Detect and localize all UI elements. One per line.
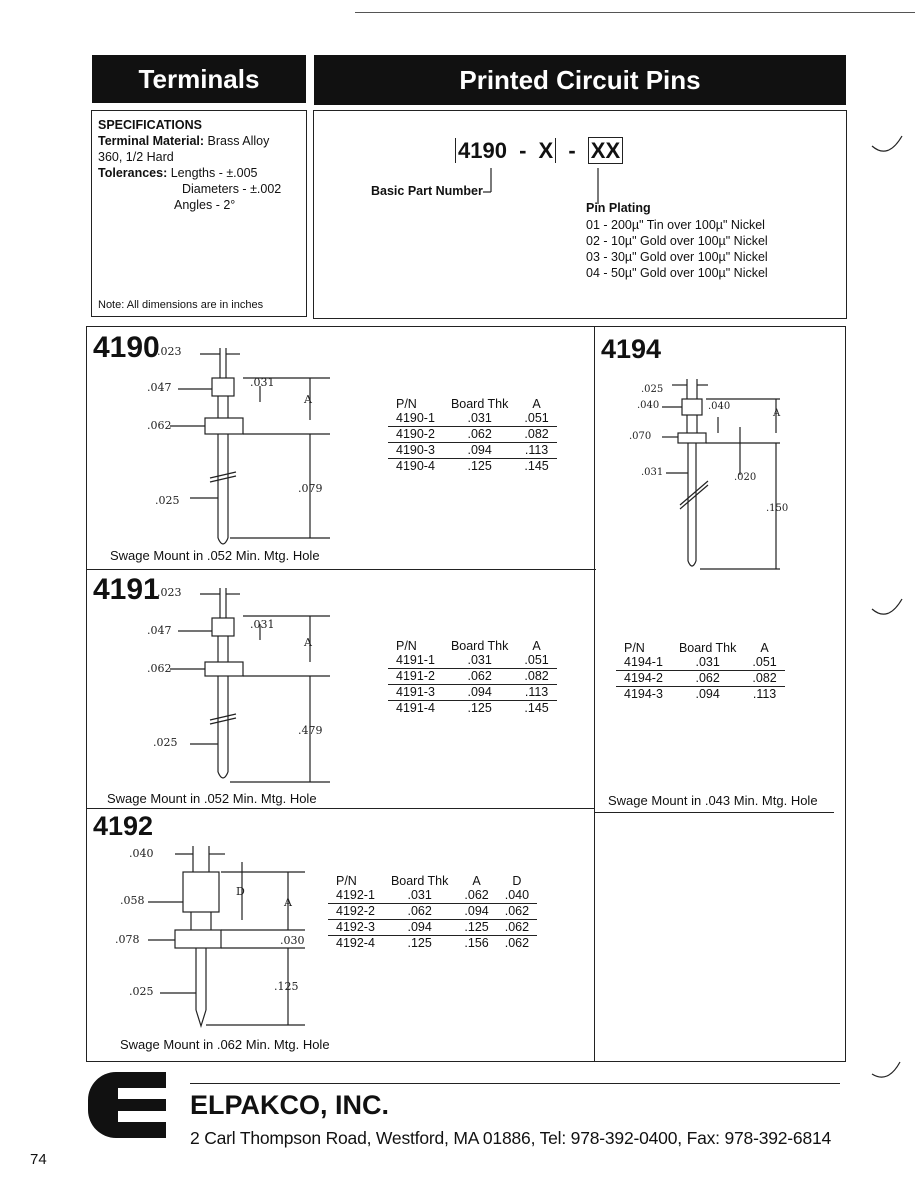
dim-4191-d1: .047 — [147, 624, 172, 637]
table-row — [328, 904, 537, 920]
specifications-box — [91, 110, 307, 317]
plating-options-list — [586, 217, 768, 281]
tolerance-angles: Angles - 2° — [174, 198, 236, 212]
part-4194-title: 4194 — [601, 334, 662, 364]
part-number-leaders — [313, 110, 847, 319]
dim-4194-d3: .031 — [641, 467, 664, 478]
cell: 4192-2 — [328, 904, 383, 920]
cell: .082 — [516, 427, 556, 443]
footer-rule — [190, 1083, 840, 1084]
cell: .094 — [456, 904, 496, 920]
dim-4192-top: .040 — [129, 847, 154, 860]
col-board-thk: Board Thk — [450, 397, 509, 411]
cell: .062 — [497, 904, 537, 920]
separator-2: - — [568, 138, 576, 163]
part-4194-table — [616, 641, 785, 702]
dim-4194-len: .150 — [766, 503, 789, 514]
cell: 4194-3 — [624, 687, 663, 701]
col-pn: P/N — [624, 641, 645, 655]
cell: .094 — [443, 685, 516, 701]
material-line: Terminal Material: Brass Alloy — [98, 134, 270, 148]
dim-4191-top: .023 — [157, 586, 182, 599]
col-a: A — [532, 639, 541, 653]
binder-hole-mark — [870, 595, 906, 625]
plating-option: 03 - 30µ" Gold over 100µ" Nickel — [586, 250, 768, 264]
dim-4191-a: A — [304, 636, 312, 649]
dim-4194-mid: .020 — [734, 472, 757, 483]
dim-4190-d1: .047 — [147, 381, 172, 394]
terminals-title: Terminals — [138, 64, 260, 94]
cell: .125 — [456, 920, 496, 936]
cell: .082 — [516, 669, 556, 685]
binder-hole-mark — [870, 1058, 906, 1088]
table-row — [388, 459, 557, 475]
units-note: Note: All dimensions are in inches — [98, 299, 264, 311]
cell: .062 — [497, 920, 537, 936]
cell: 4190-2 — [388, 427, 443, 443]
plating-option: 02 - 10µ" Gold over 100µ" Nickel — [586, 234, 768, 248]
basic-part-number-label: Basic Part Number — [371, 184, 483, 198]
col-board-thk: Board Thk — [450, 639, 509, 653]
cell: 4191-2 — [388, 669, 443, 685]
col-d: D — [512, 874, 522, 888]
cell: 4192-4 — [336, 936, 375, 950]
cell: .113 — [752, 687, 777, 701]
logo-bar — [118, 1088, 166, 1099]
cell: .031 — [671, 655, 744, 671]
part-4190-caption: Swage Mount in .052 Min. Mtg. Hole — [110, 548, 320, 563]
cell: .125 — [467, 701, 492, 715]
separator-1: - — [519, 138, 527, 163]
table-row — [388, 411, 557, 427]
dim-4191-d2: .062 — [147, 662, 172, 675]
variant-x: X — [539, 138, 557, 163]
cell: .062 — [671, 671, 744, 687]
row-divider-2 — [86, 808, 594, 809]
part-4194-caption: Swage Mount in .043 Min. Mtg. Hole — [608, 793, 818, 808]
col-a: A — [472, 874, 481, 888]
dim-4190-d2: .062 — [147, 419, 172, 432]
cell: .113 — [516, 685, 556, 701]
company-logo — [88, 1072, 166, 1138]
table-row — [328, 936, 537, 952]
cell: .062 — [443, 427, 516, 443]
cell: .145 — [524, 459, 549, 473]
table-row — [388, 427, 557, 443]
pin-plating-label: Pin Plating — [586, 201, 651, 215]
cell: .031 — [443, 653, 516, 669]
dim-4190-h1: .031 — [250, 376, 275, 389]
table-header — [388, 639, 557, 653]
page-number: 74 — [30, 1151, 47, 1168]
cell: .094 — [695, 687, 720, 701]
table-row — [616, 671, 785, 687]
material-line-2: 360, 1/2 Hard — [98, 150, 174, 164]
company-address: 2 Carl Thompson Road, Westford, MA 01886, Tel: 978-392-0400, Fax: 978-392-6814 — [190, 1128, 832, 1148]
cell: .113 — [516, 443, 556, 459]
table-header — [616, 641, 785, 655]
cell: .062 — [383, 904, 456, 920]
cell: .145 — [524, 701, 549, 715]
dim-4192-d: D — [236, 885, 245, 898]
cell: 4192-1 — [328, 888, 383, 904]
dim-4194-top: .025 — [641, 384, 664, 395]
cell: 4191-1 — [388, 653, 443, 669]
col-a: A — [760, 641, 769, 655]
part-4191-caption: Swage Mount in .052 Min. Mtg. Hole — [107, 791, 317, 806]
cell: .082 — [744, 671, 784, 687]
specifications-heading: SPECIFICATIONS — [98, 118, 202, 132]
cell: .031 — [443, 411, 516, 427]
cell: .094 — [383, 920, 456, 936]
dim-4194-h1: .040 — [708, 401, 731, 412]
part-4191-title: 4191 — [93, 573, 160, 606]
col-board-thk: Board Thk — [678, 641, 737, 655]
dim-4190-top: .023 — [157, 345, 182, 358]
plating-xx: XX — [588, 137, 623, 164]
cell: 4194-1 — [616, 655, 671, 671]
dim-4190-a: A — [304, 393, 312, 406]
cell: .062 — [443, 669, 516, 685]
table-header — [328, 874, 537, 888]
table-row — [388, 685, 557, 701]
cell: .094 — [443, 443, 516, 459]
table-row — [616, 655, 785, 671]
col-pn: P/N — [336, 874, 357, 888]
part-4190-title: 4190 — [93, 331, 160, 364]
dim-4192-d1: .058 — [120, 894, 145, 907]
printed-circuit-pins-header — [314, 55, 846, 105]
dim-4192-d3: .025 — [129, 985, 154, 998]
dim-4191-len: .479 — [298, 724, 323, 737]
dim-4190-len: .079 — [298, 482, 323, 495]
part-4190-table — [388, 397, 557, 474]
logo-bar — [118, 1111, 166, 1122]
cell: .156 — [464, 936, 489, 950]
dim-4190-d3: .025 — [155, 494, 180, 507]
dim-4194-a: A — [773, 408, 781, 419]
cell: .125 — [467, 459, 492, 473]
col-a: A — [532, 397, 541, 411]
dim-4192-d2: .078 — [115, 933, 140, 946]
table-row — [388, 669, 557, 685]
col-board-thk: Board Thk — [390, 874, 449, 888]
cell: 4191-4 — [396, 701, 435, 715]
terminals-header — [92, 55, 306, 103]
cell: 4194-2 — [616, 671, 671, 687]
cell: 4190-4 — [396, 459, 435, 473]
binder-hole-mark — [870, 132, 906, 162]
dim-4194-d1: .040 — [637, 400, 660, 411]
base-part-number: 4190 — [455, 138, 507, 163]
company-name: ELPAKCO, INC. — [190, 1090, 390, 1120]
top-rule — [355, 12, 915, 13]
tolerance-diameters: Diameters - ±.002 — [182, 182, 282, 196]
table-row — [616, 687, 785, 703]
row-divider-3 — [594, 812, 834, 813]
row-divider-1 — [86, 569, 596, 570]
table-row — [328, 920, 537, 936]
table-row — [328, 888, 537, 904]
cell: 4192-3 — [328, 920, 383, 936]
part-4192-caption: Swage Mount in .062 Min. Mtg. Hole — [120, 1037, 330, 1052]
cell: .062 — [504, 936, 530, 950]
part-4194-drawing — [600, 375, 800, 575]
cell: .040 — [497, 888, 537, 904]
part-4191-drawing — [90, 582, 350, 797]
dim-4191-d3: .025 — [153, 736, 178, 749]
cell: .051 — [516, 653, 556, 669]
plating-option: 01 - 200µ" Tin over 100µ" Nickel — [586, 218, 765, 232]
printed-circuit-pins-title: Printed Circuit Pins — [459, 65, 701, 95]
column-divider — [594, 326, 595, 1062]
cell: 4190-1 — [388, 411, 443, 427]
cell: .051 — [744, 655, 784, 671]
cell: .062 — [456, 888, 496, 904]
plating-option: 04 - 50µ" Gold over 100µ" Nickel — [586, 266, 768, 280]
part-4191-table — [388, 639, 557, 716]
dim-4192-len: .125 — [274, 980, 299, 993]
dim-4192-a: A — [284, 896, 292, 909]
cell: 4191-3 — [388, 685, 443, 701]
table-row — [388, 701, 557, 717]
table-row — [388, 653, 557, 669]
cell: .125 — [407, 936, 432, 950]
cell: .051 — [516, 411, 556, 427]
tolerances-line: Tolerances: Lengths - ±.005 — [98, 166, 258, 180]
dim-4191-h1: .031 — [250, 618, 275, 631]
part-4190-drawing — [90, 340, 350, 555]
table-header — [388, 397, 557, 411]
table-row — [388, 443, 557, 459]
part-4192-table — [328, 874, 537, 951]
cell: 4190-3 — [388, 443, 443, 459]
col-pn: P/N — [396, 639, 417, 653]
col-pn: P/N — [396, 397, 417, 411]
cell: .031 — [383, 888, 456, 904]
part-4192-title: 4192 — [93, 811, 154, 841]
dim-4194-d2: .070 — [629, 431, 652, 442]
dim-4192-h: .030 — [280, 934, 305, 947]
